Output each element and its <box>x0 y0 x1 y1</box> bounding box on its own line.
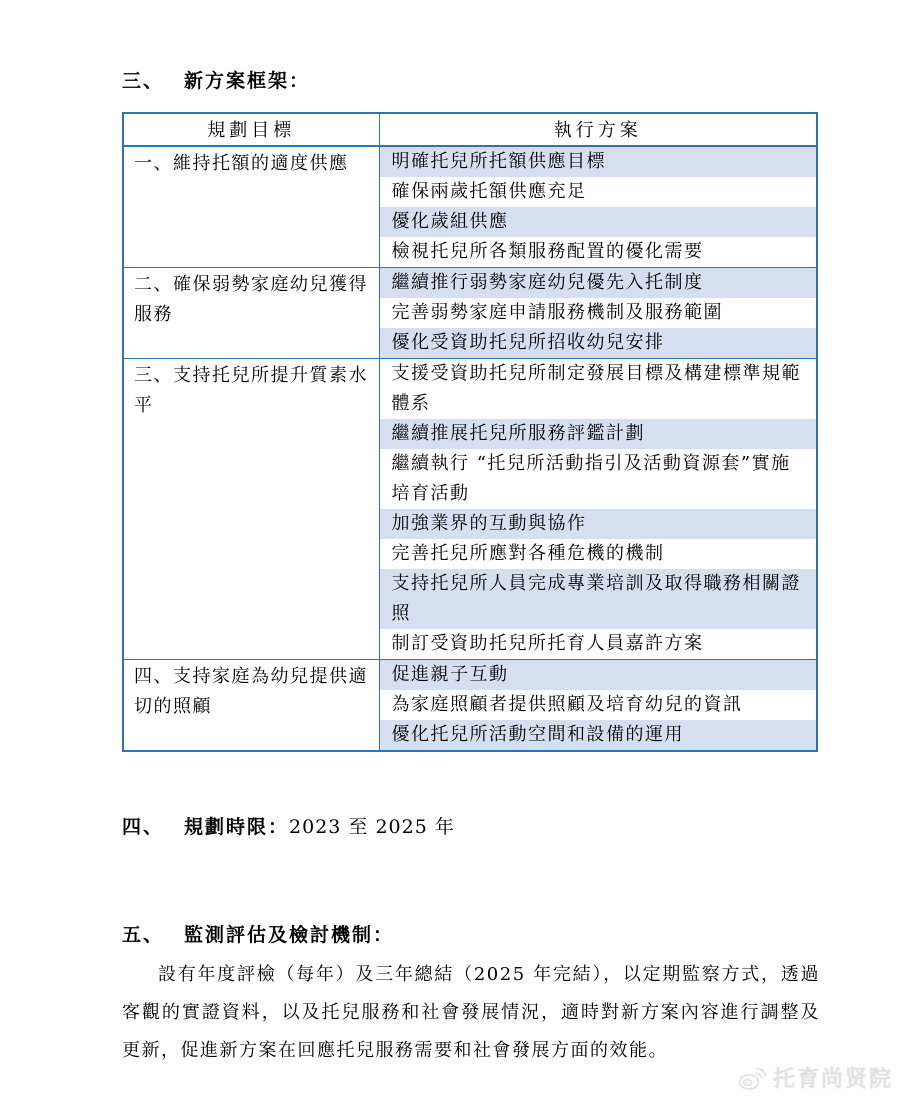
watermark <box>737 1062 893 1093</box>
watermark-text: 托育尚贤院 <box>772 1067 893 1092</box>
goal-cell: 一、維持托額的適度供應 <box>123 146 379 268</box>
plan-cell: 制訂受資助托兒所托育人員嘉許方案 <box>379 629 817 660</box>
framework-table <box>122 112 818 752</box>
goal-cell: 四、支持家庭為幼兒提供適切的照顧 <box>123 660 379 752</box>
section-4-value: 2023 至 2025 年 <box>289 816 455 838</box>
section-5-number: 五、 <box>122 924 165 946</box>
section-4-number: 四、 <box>122 816 165 838</box>
plan-cell: 繼續執行 “托兒所活動指引及活動資源套”實施培育活動 <box>379 449 817 509</box>
plan-cell: 促進親子互動 <box>379 660 817 691</box>
section-5-heading <box>122 920 394 947</box>
plan-cell: 繼續推展托兒所服務評鑑計劃 <box>379 419 817 449</box>
table-row <box>123 268 817 299</box>
plan-cell: 檢視托兒所各類服務配置的優化需要 <box>379 237 817 268</box>
column-header-goal: 規劃目標 <box>123 113 379 146</box>
table-row <box>123 660 817 691</box>
plan-cell: 優化受資助托兒所招收幼兒安排 <box>379 328 817 359</box>
goal-cell: 三、支持托兒所提升質素水平 <box>123 359 379 660</box>
column-header-plan: 執行方案 <box>379 113 817 146</box>
section-3-title: 新方案框架： <box>184 70 311 92</box>
plan-cell: 優化歲組供應 <box>379 207 817 237</box>
weibo-icon <box>737 1065 767 1091</box>
plan-cell: 為家庭照顧者提供照顧及培育幼兒的資訊 <box>379 690 817 720</box>
plan-cell: 支援受資助托兒所制定發展目標及構建標準規範體系 <box>379 359 817 420</box>
table-header-row <box>123 113 817 146</box>
plan-cell: 確保兩歲托額供應充足 <box>379 177 817 207</box>
plan-cell: 明確托兒所托額供應目標 <box>379 146 817 177</box>
goal-cell: 二、確保弱勢家庭幼兒獲得服務 <box>123 268 379 359</box>
table-row <box>123 146 817 177</box>
plan-cell: 加強業界的互動與協作 <box>379 509 817 539</box>
plan-cell: 支持托兒所人員完成專業培訓及取得職務相關證照 <box>379 569 817 629</box>
section-4-title: 規劃時限： <box>184 816 290 838</box>
table-row <box>123 359 817 420</box>
section-3-number: 三、 <box>122 70 165 92</box>
plan-cell: 繼續推行弱勢家庭幼兒優先入托制度 <box>379 268 817 299</box>
plan-cell: 完善弱勢家庭申請服務機制及服務範圍 <box>379 298 817 328</box>
section-5-title: 監測評估及檢討機制： <box>184 924 395 946</box>
plan-cell: 完善托兒所應對各種危機的機制 <box>379 539 817 569</box>
section-4-heading <box>122 812 455 839</box>
section-3-heading <box>122 66 310 93</box>
plan-cell: 優化托兒所活動空間和設備的運用 <box>379 720 817 751</box>
monitoring-paragraph: 設有年度評檢（每年）及三年總結（2025 年完結），以定期監察方式，透過客觀的實證資料，以及托兒服務和社會發展情況，適時對新方案內容進行調整及更新，促進新方案在回應托兒服務需要和社會發展方面的效能。 <box>122 964 820 1061</box>
